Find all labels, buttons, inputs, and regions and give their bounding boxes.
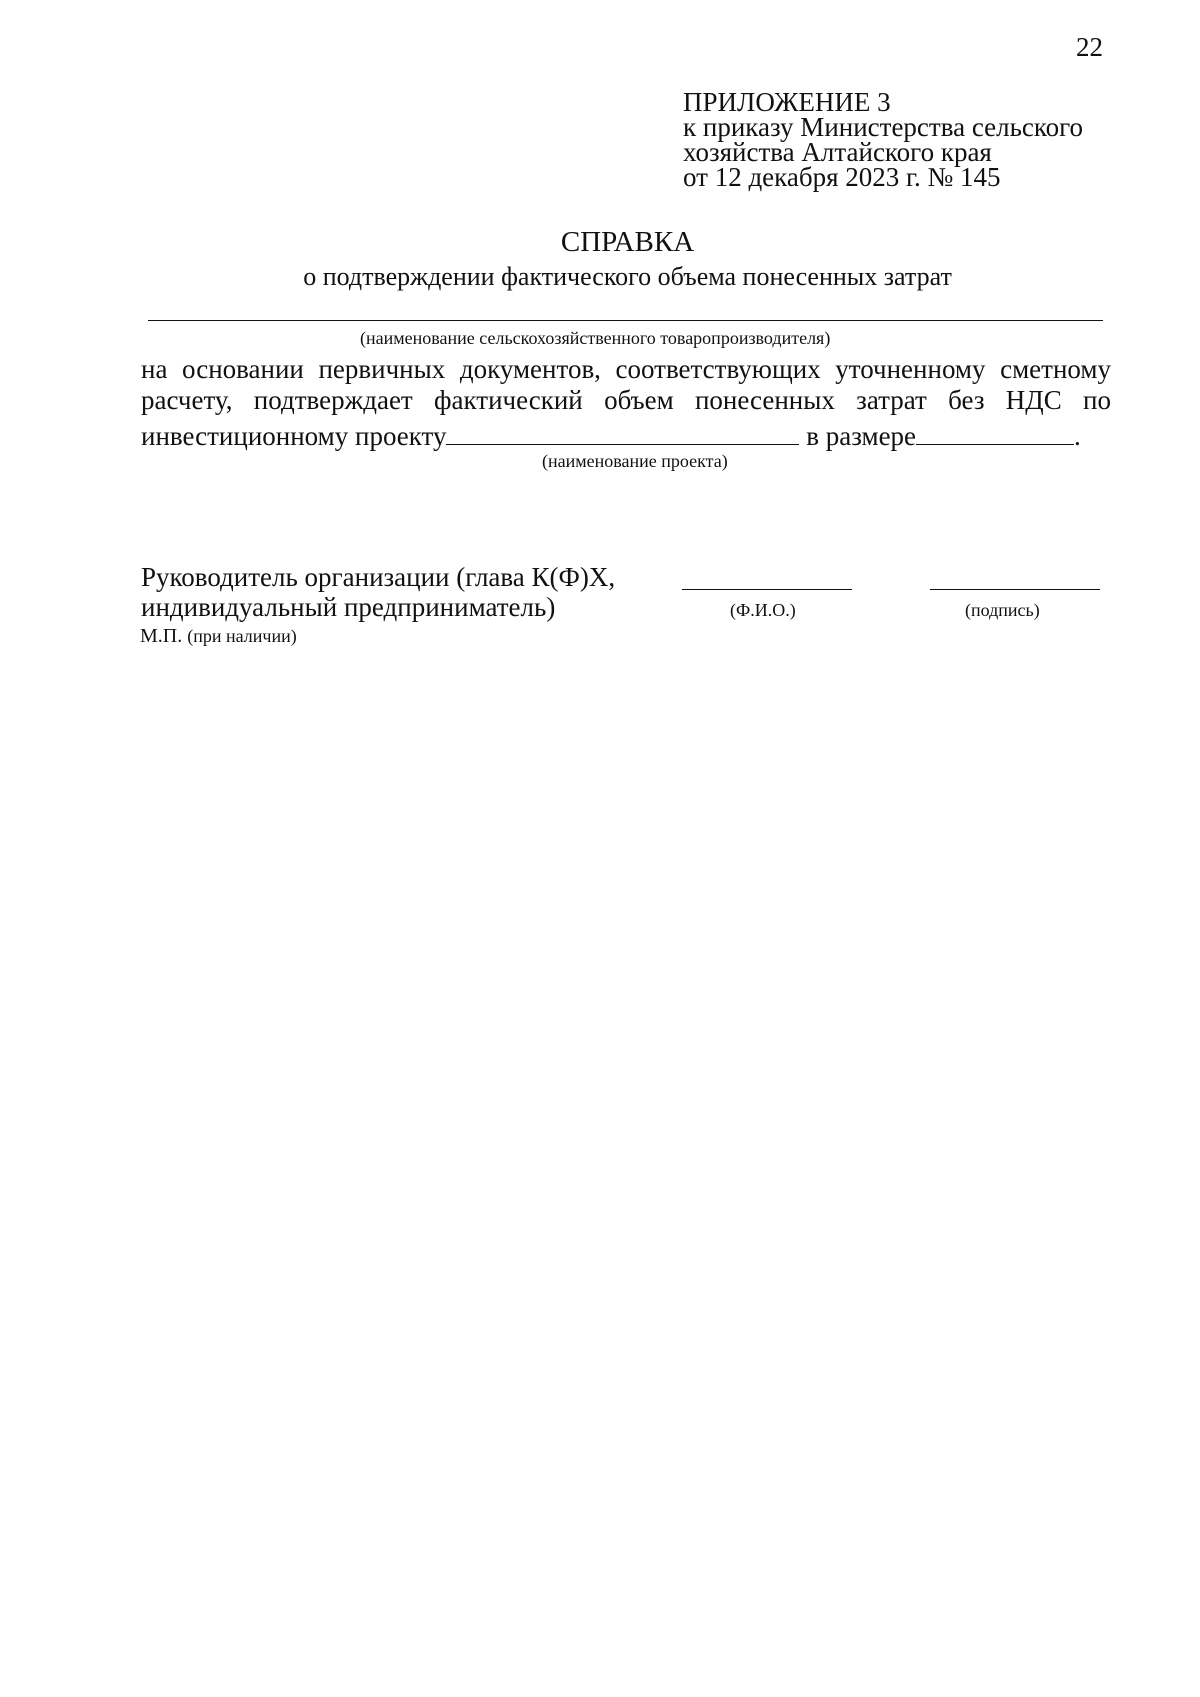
fio-blank xyxy=(682,589,852,590)
appendix-line: от 12 декабря 2023 г. № 145 xyxy=(683,162,1001,192)
signature-blank xyxy=(930,589,1100,590)
signatory-title: индивидуальный предприниматель) xyxy=(141,592,556,622)
seal-label xyxy=(140,625,297,648)
document-subtitle: о подтверждении фактического объема понесенных затрат xyxy=(303,262,952,291)
amount-blank xyxy=(916,420,1074,445)
seal-note: (при наличии) xyxy=(187,626,297,646)
producer-caption: (наименование сельскохозяйственного товаропроизводителя) xyxy=(360,328,831,348)
page-number: 22 xyxy=(1076,32,1103,62)
seal-text: М.П. xyxy=(140,625,183,647)
body-text: в размере xyxy=(799,421,917,451)
body-line-project xyxy=(141,420,1111,452)
signatory-title: Руководитель организации (глава К(Ф)Х, xyxy=(141,562,616,592)
producer-name-blank xyxy=(148,320,1103,321)
body-line: расчету, подтверждает фактический объем понесенных затрат без НДС по xyxy=(141,385,1111,415)
body-text: инвестиционному проекту xyxy=(141,421,447,451)
project-caption: (наименование проекта) xyxy=(542,451,728,471)
project-name-blank xyxy=(446,420,799,445)
body-line: на основании первичных документов, соответствующих уточненному сметному xyxy=(141,354,1111,384)
appendix-line: к приказу Министерства сельского xyxy=(683,112,1084,142)
fio-caption: (Ф.И.О.) xyxy=(730,600,796,620)
document-title: СПРАВКА xyxy=(560,226,695,258)
appendix-title: ПРИЛОЖЕНИЕ 3 xyxy=(683,87,891,117)
appendix-header xyxy=(683,87,1084,192)
appendix-line: хозяйства Алтайского края xyxy=(683,137,992,167)
signature-caption: (подпись) xyxy=(965,600,1040,620)
body-text: . xyxy=(1074,421,1081,451)
